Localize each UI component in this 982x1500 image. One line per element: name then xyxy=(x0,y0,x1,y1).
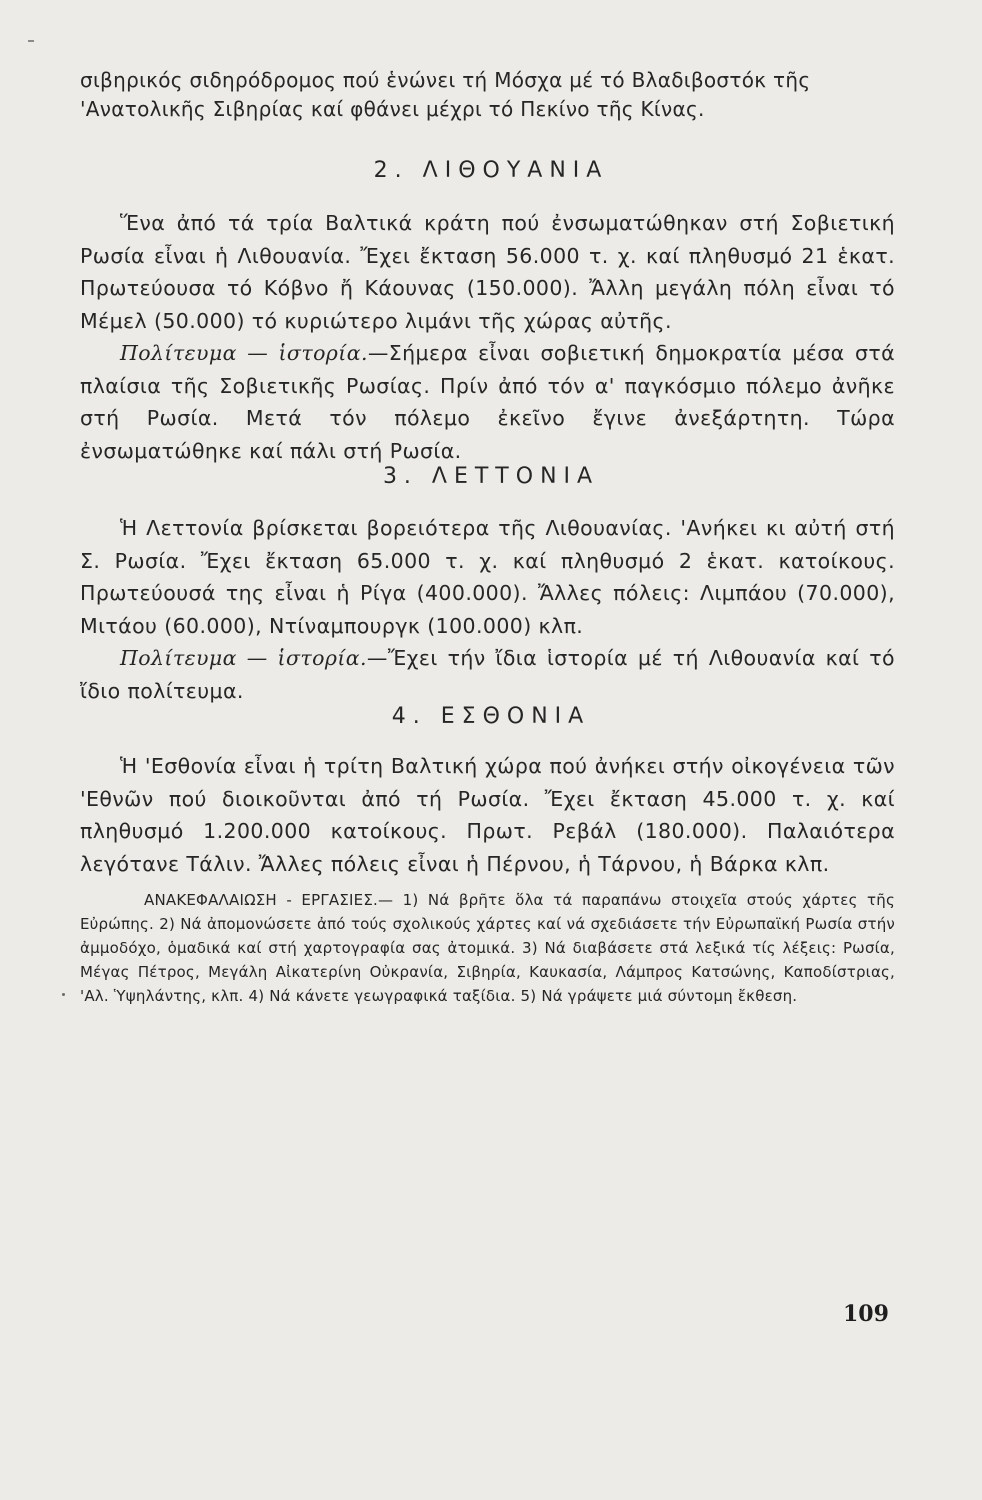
latvia-body: Ἡ Λεττονία βρίσκεται βορειότερα τῆς Λιθουανίας. 'Ανήκει κι αὐτή στή Σ. Ρωσία. Ἔχει ἔκταση 65.000 τ. χ. καί πληθυσμό 2 ἑκατ. κατοίκους. Πρωτεύουσά της εἶναι ἡ Ρίγα (400.000). Ἄλλες πόλεις: Λιμπάου (70.000), Μιτάου (60.000), Ντίναμπουργκ (100.000) κλπ. xyxy=(80,516,895,638)
latvia-history-text: —Ἔχει τήν ἴδια ἱστορία μέ τή Λιθουανία καί τό ἴδιο πολίτευμα. xyxy=(80,646,895,703)
page-number: 109 xyxy=(843,1301,889,1327)
lithuania-history-text: —Σήμερα εἶναι σοβιετική δημοκρατία μέσα στά πλαίσια τῆς Σοβιετικῆς Ρωσίας. Πρίν ἀπό τόν α' παγκόσμιο πόλεμο ἀνῆκε στή Ρωσία. Μετά τόν πόλεμο ἐκεῖνο ἔγινε ἀνεξάρτητη. Τώρα ἐνσωματώθηκε καί πάλι στή Ρωσία. xyxy=(80,341,895,463)
section-lithuania xyxy=(80,207,895,467)
heading-estonia: 4. ΕΣΘΟΝΙΑ xyxy=(391,704,591,729)
scan-dot xyxy=(62,993,65,996)
section-estonia xyxy=(80,750,895,880)
scan-mark xyxy=(28,40,34,42)
heading-latvia: 3. ΛΕΤΤΟΝΙΑ xyxy=(382,464,600,489)
exercises-paragraph: ΑΝΑΚΕΦΑΛΑΙΩΣΗ - ΕΡΓΑΣΙΕΣ.— 1) Νά βρῆτε ὅλα τά παραπάνω στοιχεῖα στούς χάρτες τῆς Εὐρώπης. 2) Νά ἀπομονώσετε ἀπό τούς σχολικούς χάρτες καί νά σχεδιάσετε τήν Εὐρωπαϊκή Ρωσία στήν ἀμμοδόχο, ὁμαδικά καί στή χαρτογραφία σας ἀτομικά. 3) Νά διαβάσετε στά λεξικά τίς λέξεις: Ρωσία, Μέγας Πέτρος, Μεγάλη Αἰκατερίνη Οὐκρανία, Σιβηρία, Καυκασία, Λάμπρος Κατσώνης, Καποδίστριας, 'Αλ. Ὑψηλάντης, κλπ. 4) Νά κάνετε γεωγραφικά ταξίδια. 5) Νά γράψετε μιά σύντομη ἔκθεση. xyxy=(80,891,895,1005)
section-latvia xyxy=(80,512,895,707)
latvia-history-label: Πολίτευμα — ἱστορία. xyxy=(120,646,367,670)
lithuania-history xyxy=(80,337,895,467)
intro-paragraph: σιβηρικός σιδηρόδρομος πού ἑνώνει τή Μόσχα μέ τό Βλαδιβοστόκ τῆς 'Ανατολικῆς Σιβηρίας καί φθάνει μέχρι τό Πεκίνο τῆς Κίνας. xyxy=(80,68,811,121)
lithuania-body: Ἕνα ἀπό τά τρία Βαλτικά κράτη πού ἐνσωματώθηκαν στή Σοβιετική Ρωσία εἶναι ἡ Λιθουανία. Ἔχει ἔκταση 56.000 τ. χ. καί πληθυσμό 21 ἑκατ. Πρωτεύουσα τό Κόβνο ἤ Κάουνας (150.000). Ἄλλη μεγάλη πόλη εἶναι τό Μέμελ (50.000) τό κυριώτερο λιμάνι τῆς χώρας αὐτῆς. xyxy=(80,211,895,333)
heading-lithuania: 2. ΛΙΘΟΥΑΝΙΑ xyxy=(373,158,609,183)
latvia-history xyxy=(80,642,895,707)
estonia-body: Ἡ 'Εσθονία εἶναι ἡ τρίτη Βαλτική χώρα πού ἀνήκει στήν οἰκογένεια τῶν 'Εθνῶν πού διοικοῦνται ἀπό τή Ρωσία. Ἔχει ἔκταση 45.000 τ. χ. καί πληθυσμό 1.200.000 κατοίκους. Πρωτ. Ρεβάλ (180.000). Παλαιότερα λεγότανε Τάλιν. Ἄλλες πόλεις εἶναι ἡ Πέρνου, ἡ Τάρνου, ἡ Βάρκα κλπ. xyxy=(80,754,895,876)
lithuania-history-label: Πολίτευμα — ἱστορία. xyxy=(120,341,368,365)
